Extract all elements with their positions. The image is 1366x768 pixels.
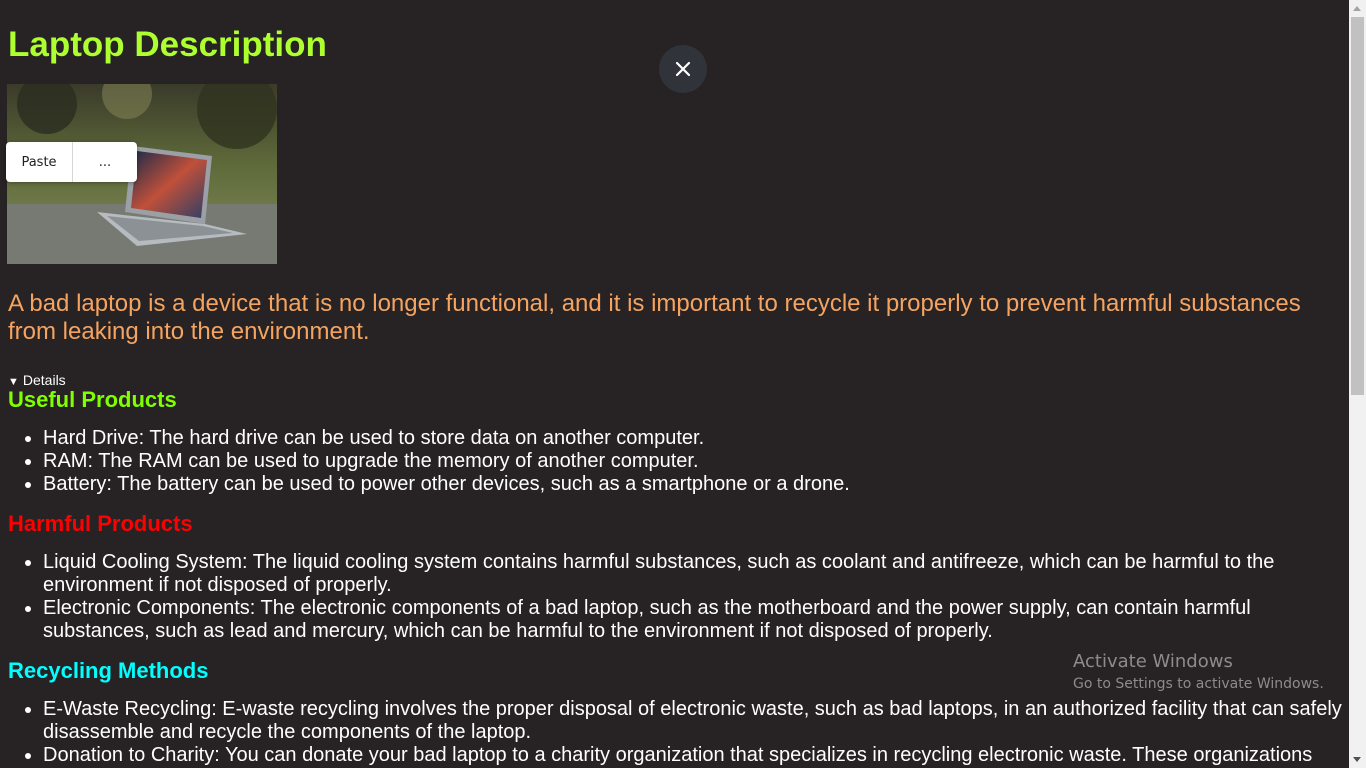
- recycling-methods-list: [8, 698, 1343, 767]
- watermark-subtitle: Go to Settings to activate Windows.: [1073, 676, 1324, 692]
- intro-text: A bad laptop is a device that is no longer functional, and it is important to recycle it properly to prevent harmful substances from leaking into the environment.: [8, 290, 1301, 345]
- triangle-down-icon: ▼: [8, 376, 19, 388]
- list-item: • Electronic Components: The electronic components of a bad laptop, such as the motherboard and the power supply, can contain harmful substances, such as lead and mercury, which can be harmful to the environment if not disposed of properly.: [43, 597, 1343, 643]
- useful-products-heading: Useful Products: [8, 387, 177, 412]
- paste-button[interactable]: Paste: [6, 142, 73, 182]
- list-item: • Donation to Charity: You can donate your bad laptop to a charity organization that specializes in recycling electronic waste. These organizations: [43, 744, 1343, 767]
- list-item: • Hard Drive: The hard drive can be used to store data on another computer.: [43, 427, 1343, 450]
- close-icon: [675, 61, 691, 77]
- more-options-button[interactable]: ...: [98, 154, 112, 170]
- list-item: • RAM: The RAM can be used to upgrade the memory of another computer.: [43, 450, 1343, 473]
- recycling-methods-heading: Recycling Methods: [8, 658, 209, 683]
- list-item: • Liquid Cooling System: The liquid cooling system contains harmful substances, such as coolant and antifreeze, which can be harmful to the environment if not disposed of properly.: [43, 551, 1343, 597]
- details-label: Details: [22, 372, 66, 388]
- harmful-products-heading: Harmful Products: [8, 511, 193, 536]
- vertical-scrollbar[interactable]: [1349, 0, 1366, 768]
- scrollbar-thumb[interactable]: [1351, 17, 1364, 395]
- list-item: • E-Waste Recycling: E-waste recycling involves the proper disposal of electronic waste, such as bad laptops, in an authorized facility that can safely disassemble and recycle the components of the laptop.: [43, 698, 1343, 744]
- scroll-down-icon[interactable]: [1353, 757, 1361, 762]
- list-item: • Battery: The battery can be used to power other devices, such as a smartphone or a drone.: [43, 473, 1343, 496]
- scroll-up-icon[interactable]: [1353, 6, 1361, 11]
- watermark-title: Activate Windows: [1073, 651, 1233, 672]
- harmful-products-list: [8, 551, 1343, 643]
- paste-context-menu: [6, 142, 137, 182]
- page-title: Laptop Description: [8, 25, 327, 64]
- activate-windows-watermark: [1073, 651, 1324, 694]
- close-button[interactable]: [659, 45, 707, 93]
- useful-products-list: [8, 427, 1343, 496]
